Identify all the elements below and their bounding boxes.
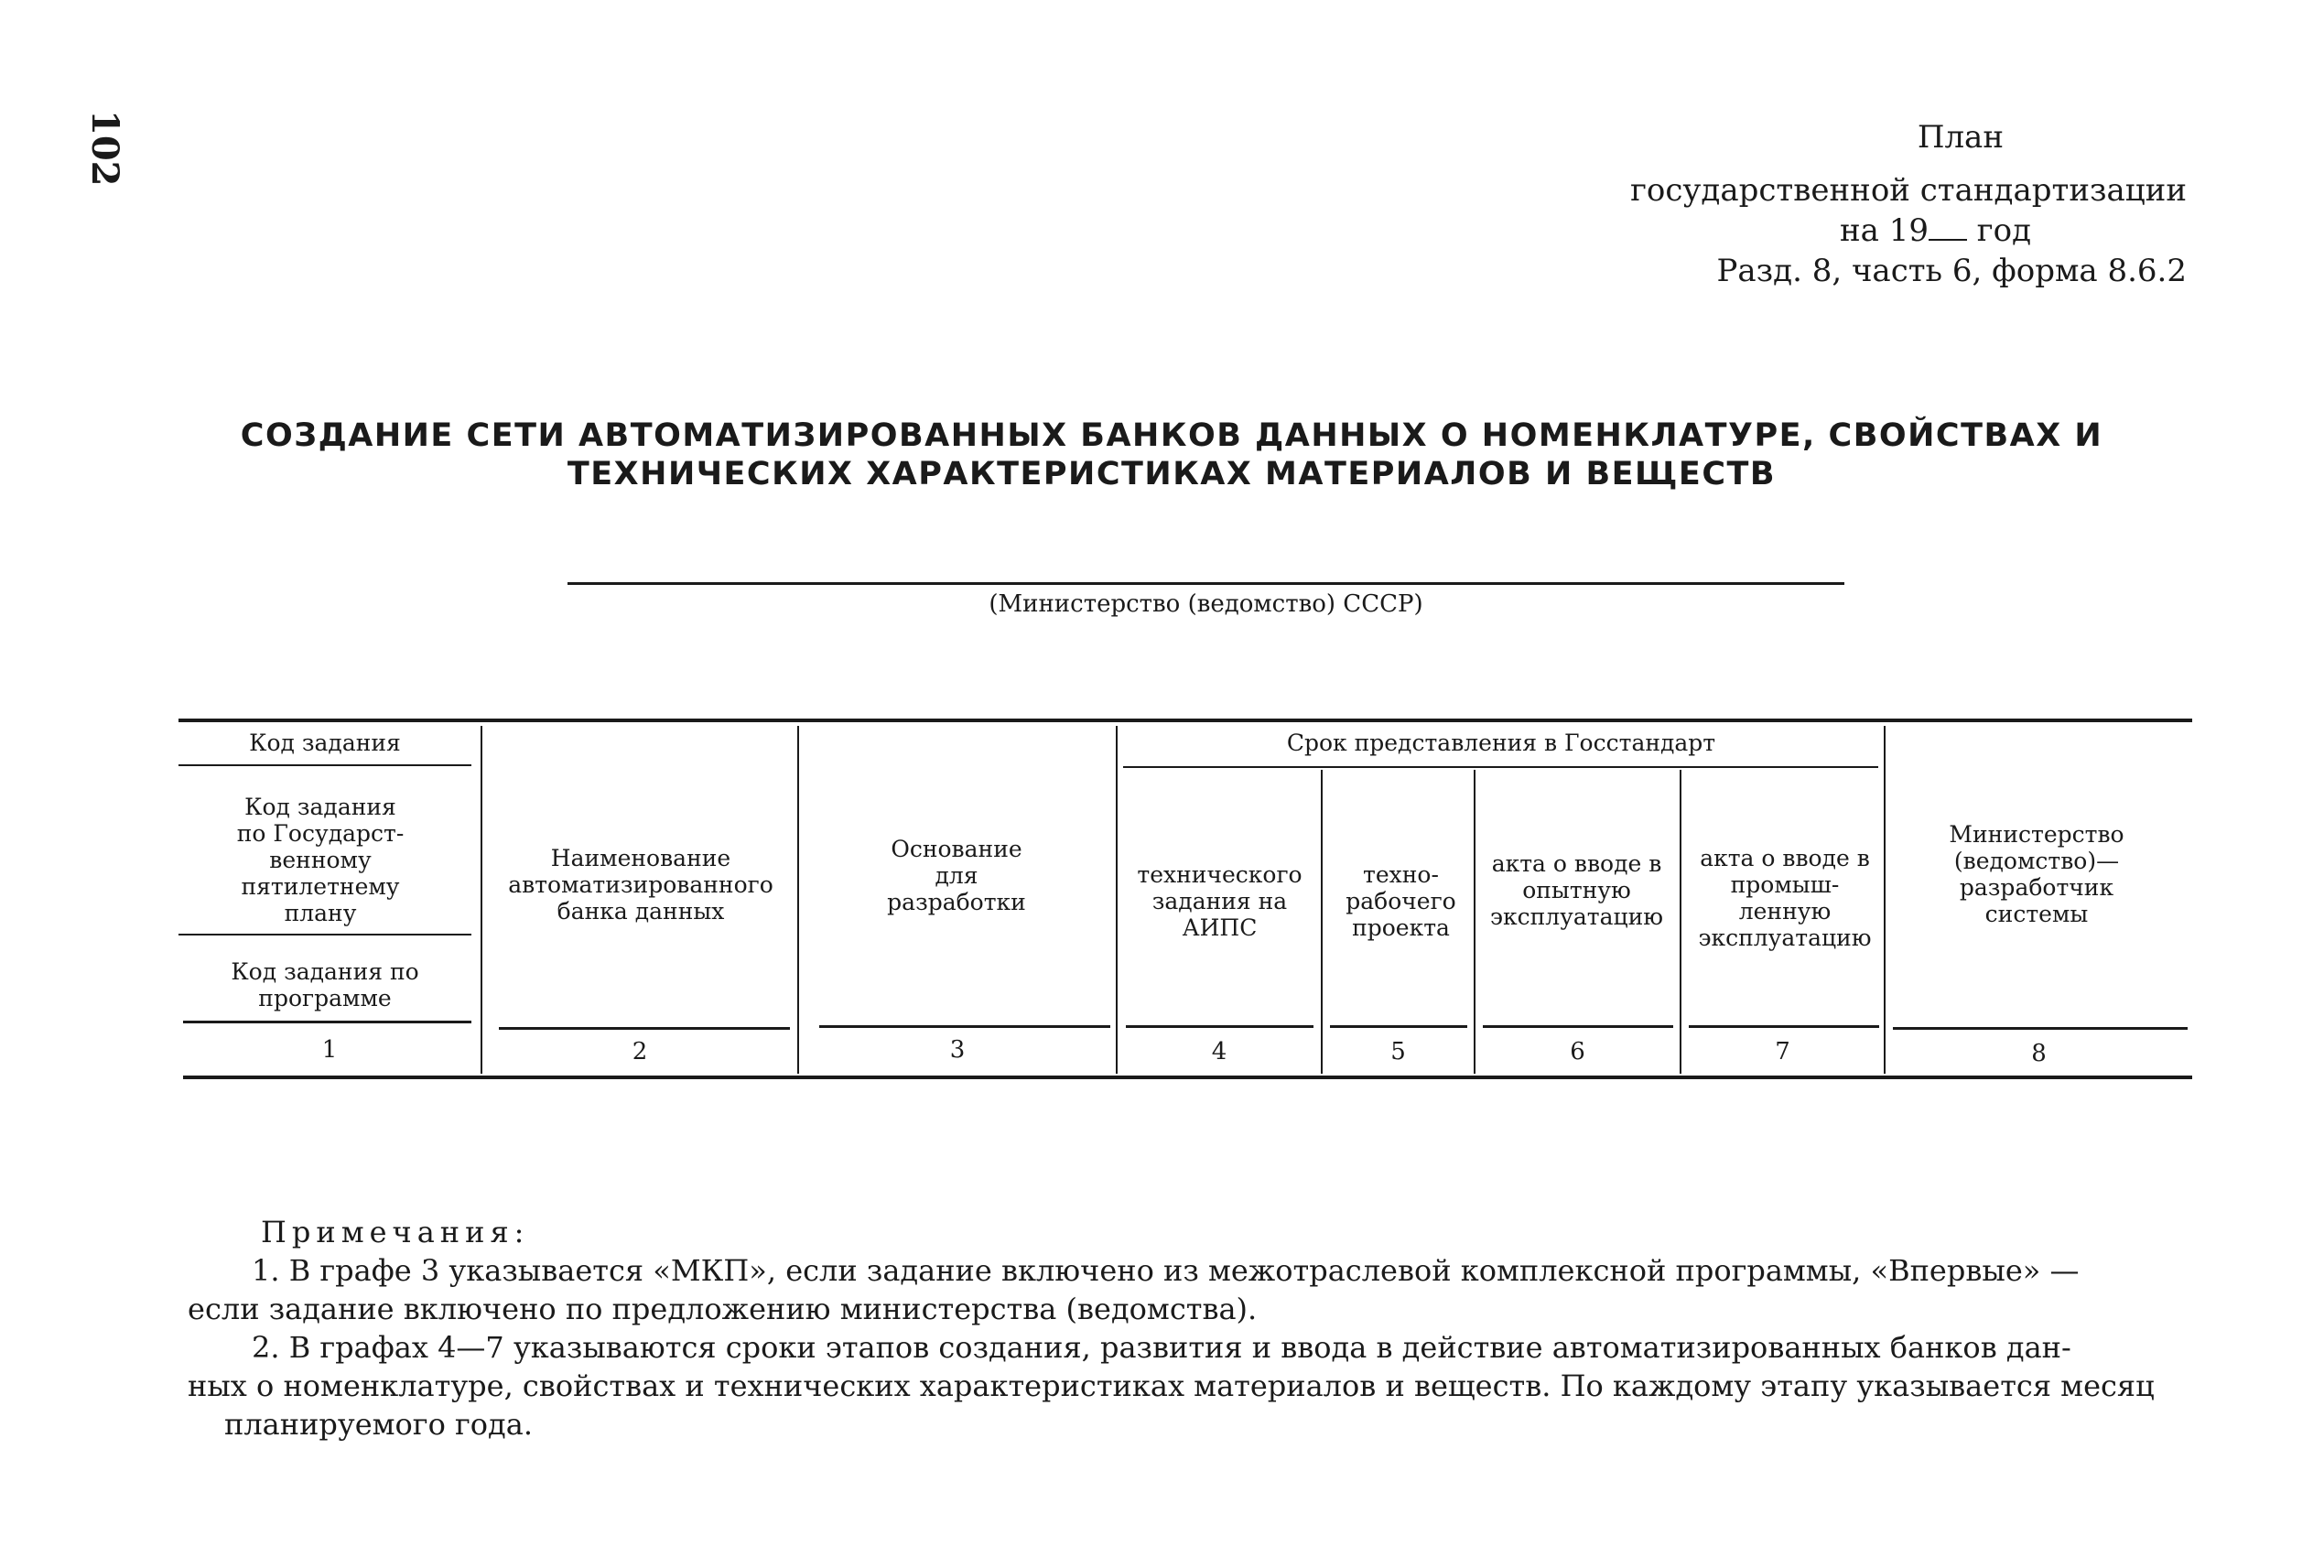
- note-1-line-2: если задание включено по предложению министерства (ведомства).: [188, 1292, 1258, 1326]
- col-divider-1: [481, 726, 482, 1074]
- col-number-2: 2: [632, 1038, 648, 1065]
- ministry-fill-line: [567, 582, 1844, 585]
- table-bottom-rule: [183, 1076, 2192, 1079]
- header-task-code-program: Код задания по программе: [231, 958, 419, 1011]
- table-top-rule: [178, 719, 2192, 722]
- col1-rule-2: [178, 934, 471, 935]
- col-number-7: 7: [1775, 1038, 1790, 1065]
- num-rule-7: [1689, 1025, 1879, 1028]
- col-divider-4: [1321, 770, 1323, 1074]
- num-rule-3: [819, 1025, 1110, 1028]
- col-number-4: 4: [1211, 1038, 1227, 1065]
- form-table: [178, 719, 2192, 1094]
- header-bank-name: Наименование автоматизированного банка данных: [508, 845, 773, 925]
- col-number-8: 8: [2031, 1040, 2047, 1067]
- plan-header: [1619, 117, 2187, 291]
- col-number-3: 3: [949, 1036, 966, 1064]
- num-rule-6: [1483, 1025, 1673, 1028]
- header-basis: Основание для разработки: [887, 836, 1026, 915]
- plan-year-prefix: на 19: [1839, 212, 1929, 249]
- note-2-line-1: 2. В графах 4—7 указываются сроки этапов создания, развития и ввода в действие автоматизированных банков дан-: [252, 1330, 2071, 1365]
- plan-title: План: [1917, 119, 2004, 156]
- num-rule-5: [1330, 1025, 1467, 1028]
- col-divider-3: [1116, 726, 1118, 1074]
- header-deadline-group: Срок представления в Госстандарт: [1286, 730, 1716, 756]
- header-task-code: Код задания: [249, 730, 401, 756]
- col-divider-6: [1680, 770, 1681, 1074]
- col-divider-5: [1474, 770, 1475, 1074]
- document-title: [183, 416, 2160, 493]
- ministry-caption: (Министерство (ведомство) СССР): [989, 590, 1423, 618]
- group-header-rule: [1123, 766, 1878, 768]
- plan-subtitle: государственной стандартизации: [1630, 172, 2187, 209]
- note-2-line-2: ных о номенклатуре, свойствах и технических характеристиках материалов и веществ. По каждому этапу указывается месяц: [188, 1368, 2155, 1403]
- header-industrial-operation: акта о вводе в промыш- ленную эксплуатацию: [1698, 845, 1872, 951]
- col-number-6: 6: [1570, 1038, 1585, 1065]
- header-working-project: техно- рабочего проекта: [1346, 861, 1456, 941]
- col1-rule-3: [183, 1021, 471, 1023]
- document-title-line-1: СОЗДАНИЕ СЕТИ АВТОМАТИЗИРОВАННЫХ БАНКОВ ДАННЫХ О НОМЕНКЛАТУРЕ, СВОЙСТВАХ И: [240, 417, 2103, 454]
- col-divider-2: [797, 726, 799, 1074]
- col-divider-7: [1884, 726, 1886, 1074]
- col1-rule-1: [178, 764, 471, 766]
- col-number-1: 1: [321, 1036, 338, 1064]
- year-blank: [1929, 211, 1967, 241]
- header-trial-operation: акта о вводе в опытную эксплуатацию: [1489, 850, 1664, 930]
- header-task-code-plan: Код задания по Государст- венному пятилетнему плану: [236, 794, 405, 926]
- plan-year-suffix: год: [1976, 212, 2031, 249]
- note-1-line-1: 1. В графе 3 указывается «МКП», если задание включено из межотраслевой комплексной программы, «Впервые» —: [252, 1253, 2080, 1288]
- col-number-5: 5: [1390, 1038, 1406, 1065]
- num-rule-8: [1893, 1027, 2188, 1030]
- note-2-line-3: планируемого года.: [224, 1407, 533, 1442]
- header-developer-ministry: Министерство (ведомство)— разработчик системы: [1949, 821, 2124, 927]
- notes: [188, 1213, 2220, 1444]
- plan-section: Разд. 8, часть 6, форма 8.6.2: [1716, 253, 2187, 289]
- header-tech-task: технического задания на АИПС: [1137, 861, 1303, 941]
- document-title-line-2: ТЕХНИЧЕСКИХ ХАРАКТЕРИСТИКАХ МАТЕРИАЛОВ И ВЕЩЕСТВ: [567, 456, 1777, 492]
- num-rule-2: [499, 1027, 790, 1030]
- num-rule-4: [1126, 1025, 1313, 1028]
- page-number: 102: [83, 110, 126, 187]
- notes-heading: Примечания:: [261, 1215, 530, 1249]
- plan-year: [1619, 211, 2187, 251]
